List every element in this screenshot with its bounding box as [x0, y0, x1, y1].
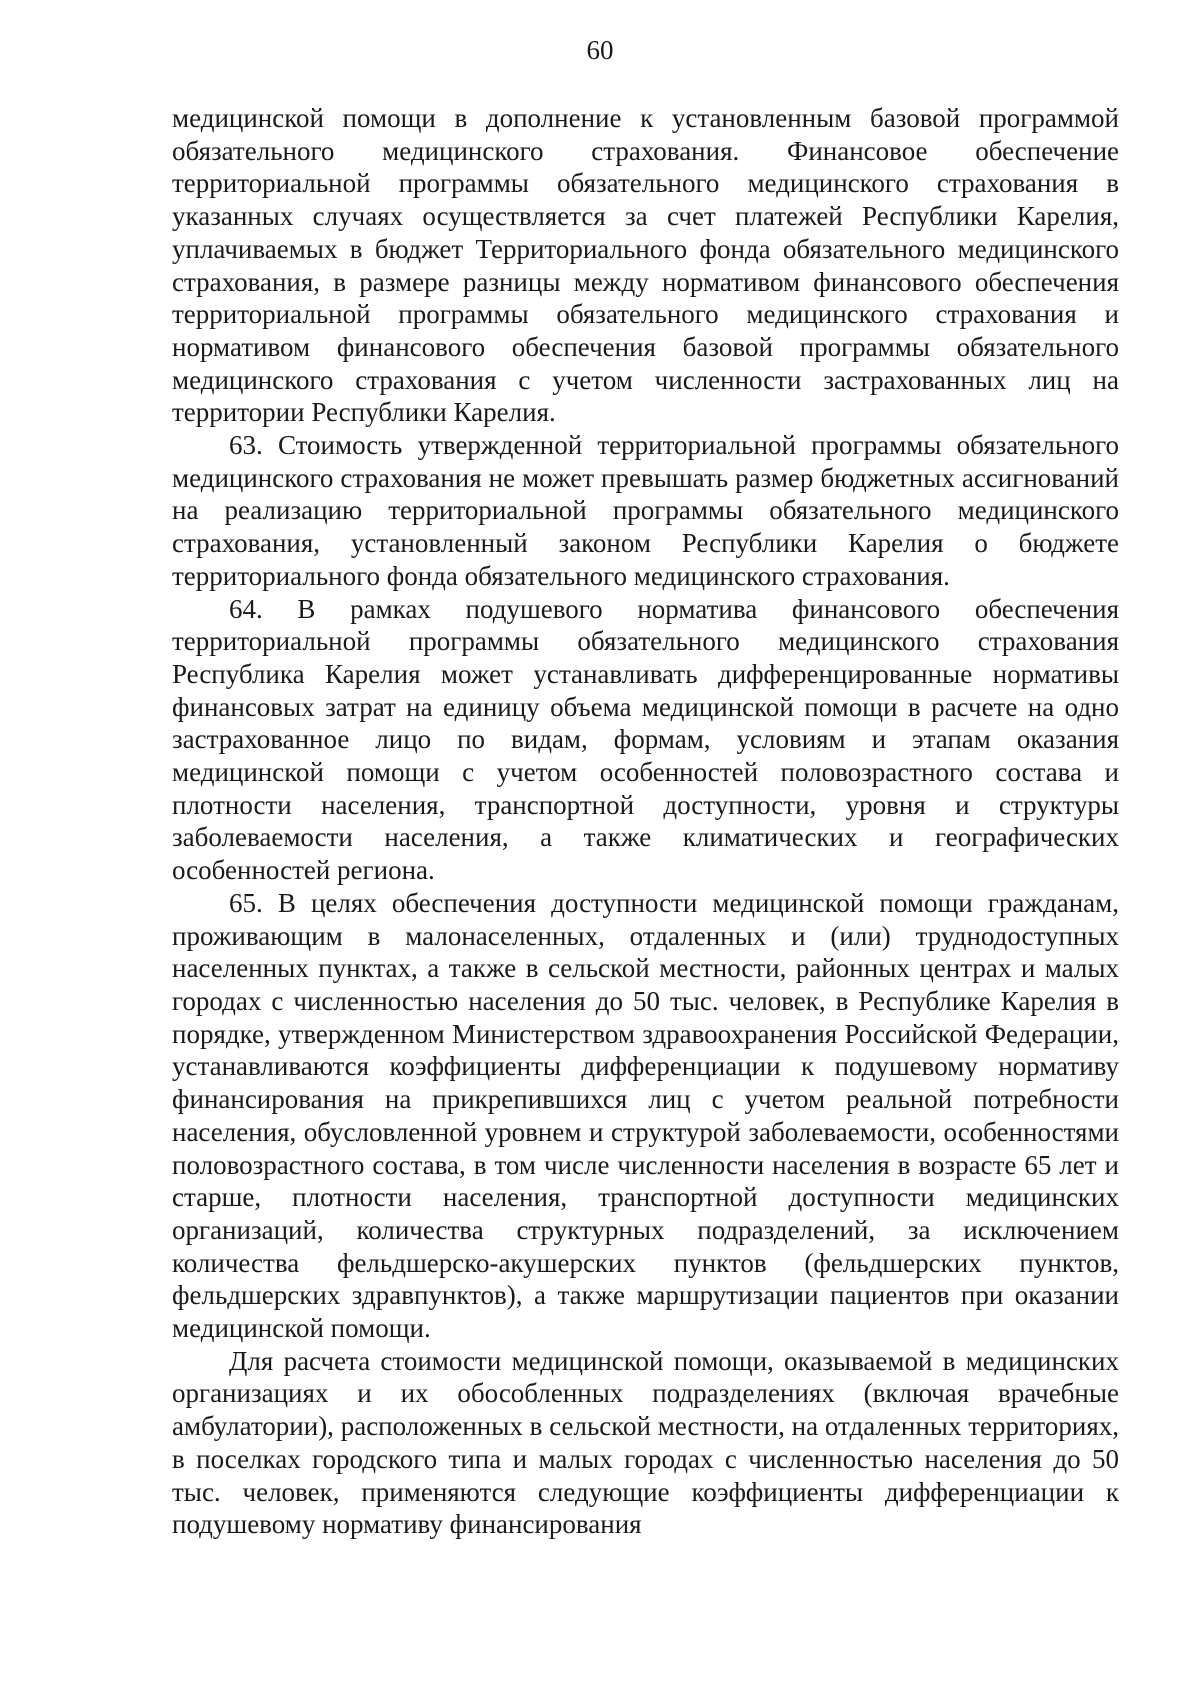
- paragraph-calculation: Для расчета стоимости медицинской помощи, оказываемой в медицинских организациях и их обособленных подразделениях (включая врачебные амбулатории), расположенных в сельской местности, на отдаленных территориях, в поселках городского типа и малых городах с численностью населения до 50 тыс. человек, применяются следующие коэффициенты дифференциации к подушевому нормативу финансирования: [172, 1345, 1119, 1540]
- paragraph-continuation: медицинской помощи в дополнение к установленным базовой программой обязательного медицинского страхования. Финансовое обеспечение территориальной программы обязательного медицинского страхования в указанных случаях осуществляется за счет платежей Республики Карелия, уплачиваемых в бюджет Территориального фонда обязательного медицинского страхования, в размере разницы между нормативом финансового обеспечения территориальной программы обязательного медицинского страхования и нормативом финансового обеспечения базовой программы обязательного медицинского страхования с учетом численности застрахованных лиц на территории Республики Карелия.: [172, 103, 1119, 428]
- paragraph-65: 65. В целях обеспечения доступности медицинской помощи гражданам, проживающим в малонаселенных, отдаленных и (или) труднодоступных населенных пунктах, а также в сельской местности, районных центрах и малых городах с численностью населения до 50 тыс. человек, в Республике Карелия в порядке, утвержденном Министерством здравоохранения Российской Федерации, устанавливаются коэффициенты дифференциации к подушевому нормативу финансирования на прикрепившихся лиц с учетом реальной потребности населения, обусловленной уровнем и структурой заболеваемости, особенностями половозрастного состава, в том числе численности населения в возрасте 65 лет и старше, плотности населения, транспортной доступности медицинских организаций, количества структурных подразделений, за исключением количества фельдшерско-акушерских пунктов (фельдшерских пунктов, фельдшерских здравпунктов), а также маршрутизации пациентов при оказании медицинской помощи.: [172, 887, 1119, 1344]
- paragraph-63: 63. Стоимость утвержденной территориальной программы обязательного медицинского страхования не может превышать размер бюджетных ассигнований на реализацию территориальной программы обязательного медицинского страхования, установленный законом Республики Карелия о бюджете территориального фонда обязательного медицинского страхования.: [172, 430, 1119, 591]
- paragraph-64: 64. В рамках подушевого норматива финансового обеспечения территориальной программы обязательного медицинского страхования Республика Карелия может устанавливать дифференцированные нормативы финансовых затрат на единицу объема медицинской помощи в расчете на одно застрахованное лицо по видам, формам, условиям и этапам оказания медицинской помощи с учетом особенностей половозрастного состава и плотности населения, транспортной доступности, уровня и структуры заболеваемости населения, а также климатических и географических особенностей региона.: [172, 593, 1119, 886]
- document-body: [172, 102, 1119, 1541]
- page-number: 60: [586, 35, 614, 65]
